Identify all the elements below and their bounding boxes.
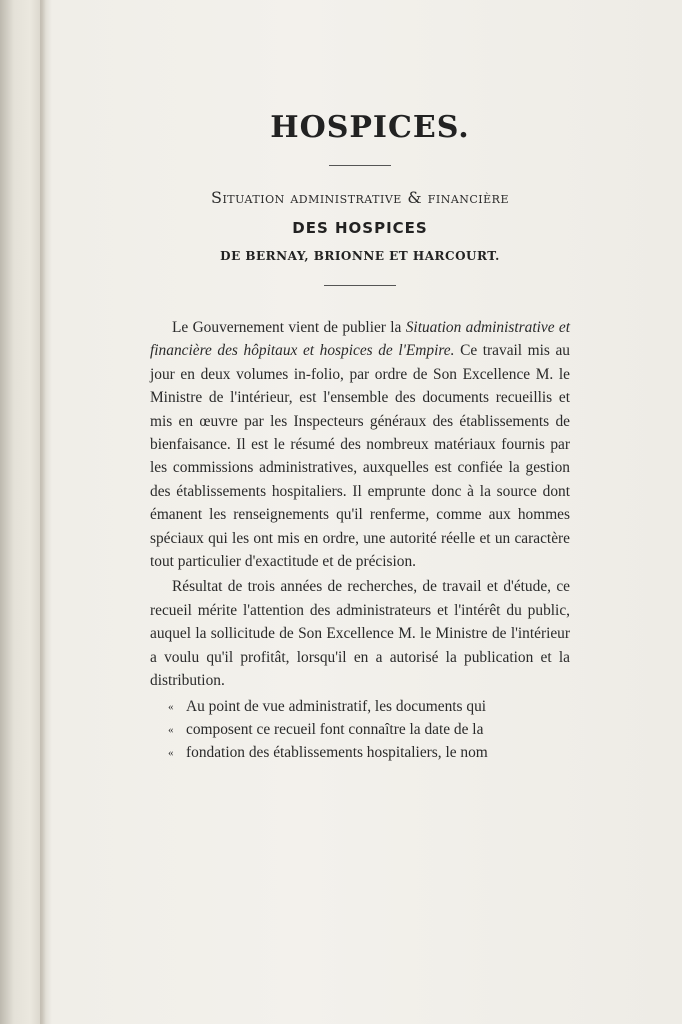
paragraph-1-lead: Le Gouvernement vient de publier la bbox=[172, 319, 406, 336]
subtitle-hospices: DES HOSPICES bbox=[292, 219, 428, 237]
quote-line bbox=[150, 741, 570, 764]
page-gutter-shadow bbox=[40, 0, 46, 1024]
page-content bbox=[150, 110, 570, 765]
subtitle-rule bbox=[324, 285, 396, 286]
quote-mark: « bbox=[168, 747, 174, 760]
page-title: HOSPICES. bbox=[270, 110, 470, 145]
quoted-paragraph bbox=[150, 695, 570, 765]
quote-mark: « bbox=[168, 700, 174, 713]
paragraph-1-rest: Ce travail mis au jour en deux volumes in-folio, par ordre de Son Excellence M. le Ministre de l'intérieur, est l'ensemble des documents recueillis et mis en œuvre par les Inspecteurs généraux des établissements de bienfaisance. Il est le résumé des nombreux matériaux fournis par les commissions administratives, auxquelles est confiée la gestion des établissements hospitaliers. Il emprunte donc à la source dont émanent les renseignements qu'il renferme, comme aux hommes spéciaux qui les ont mis en ordre, une autorité réelle et un caractère tout particulier d'exactitude et de précision. bbox=[150, 342, 571, 571]
quote-line-text: composent ce recueil font connaître la date de la bbox=[186, 720, 484, 738]
subtitle-places: DE BERNAY, BRIONNE ET HARCOURT. bbox=[220, 249, 500, 263]
paragraph-1 bbox=[150, 316, 570, 573]
quote-mark: « bbox=[168, 723, 174, 736]
paragraph-1-italic-title: Situation administrative et financière des hôpitaux et hospices de l'Empire. bbox=[150, 319, 570, 360]
quote-line-text: Au point de vue administratif, les documents qui bbox=[186, 697, 487, 715]
title-rule bbox=[329, 165, 391, 166]
quote-line bbox=[150, 695, 570, 718]
paragraph-2: Résultat de trois années de recherches, de travail et d'étude, ce recueil mérite l'attention des administrateurs et l'intérêt du public, auquel la sollicitude de Son Excellence M. le Ministre de l'intérieur a voulu qu'il profitât, lorsqu'il en a autorisé la publication et la distribution. bbox=[150, 578, 570, 690]
subtitle-situation: Situation administrative & financière bbox=[210, 188, 509, 207]
body-text bbox=[150, 316, 570, 765]
quote-line-text: fondation des établissements hospitaliers, le nom bbox=[186, 744, 488, 762]
quote-line bbox=[150, 718, 570, 741]
